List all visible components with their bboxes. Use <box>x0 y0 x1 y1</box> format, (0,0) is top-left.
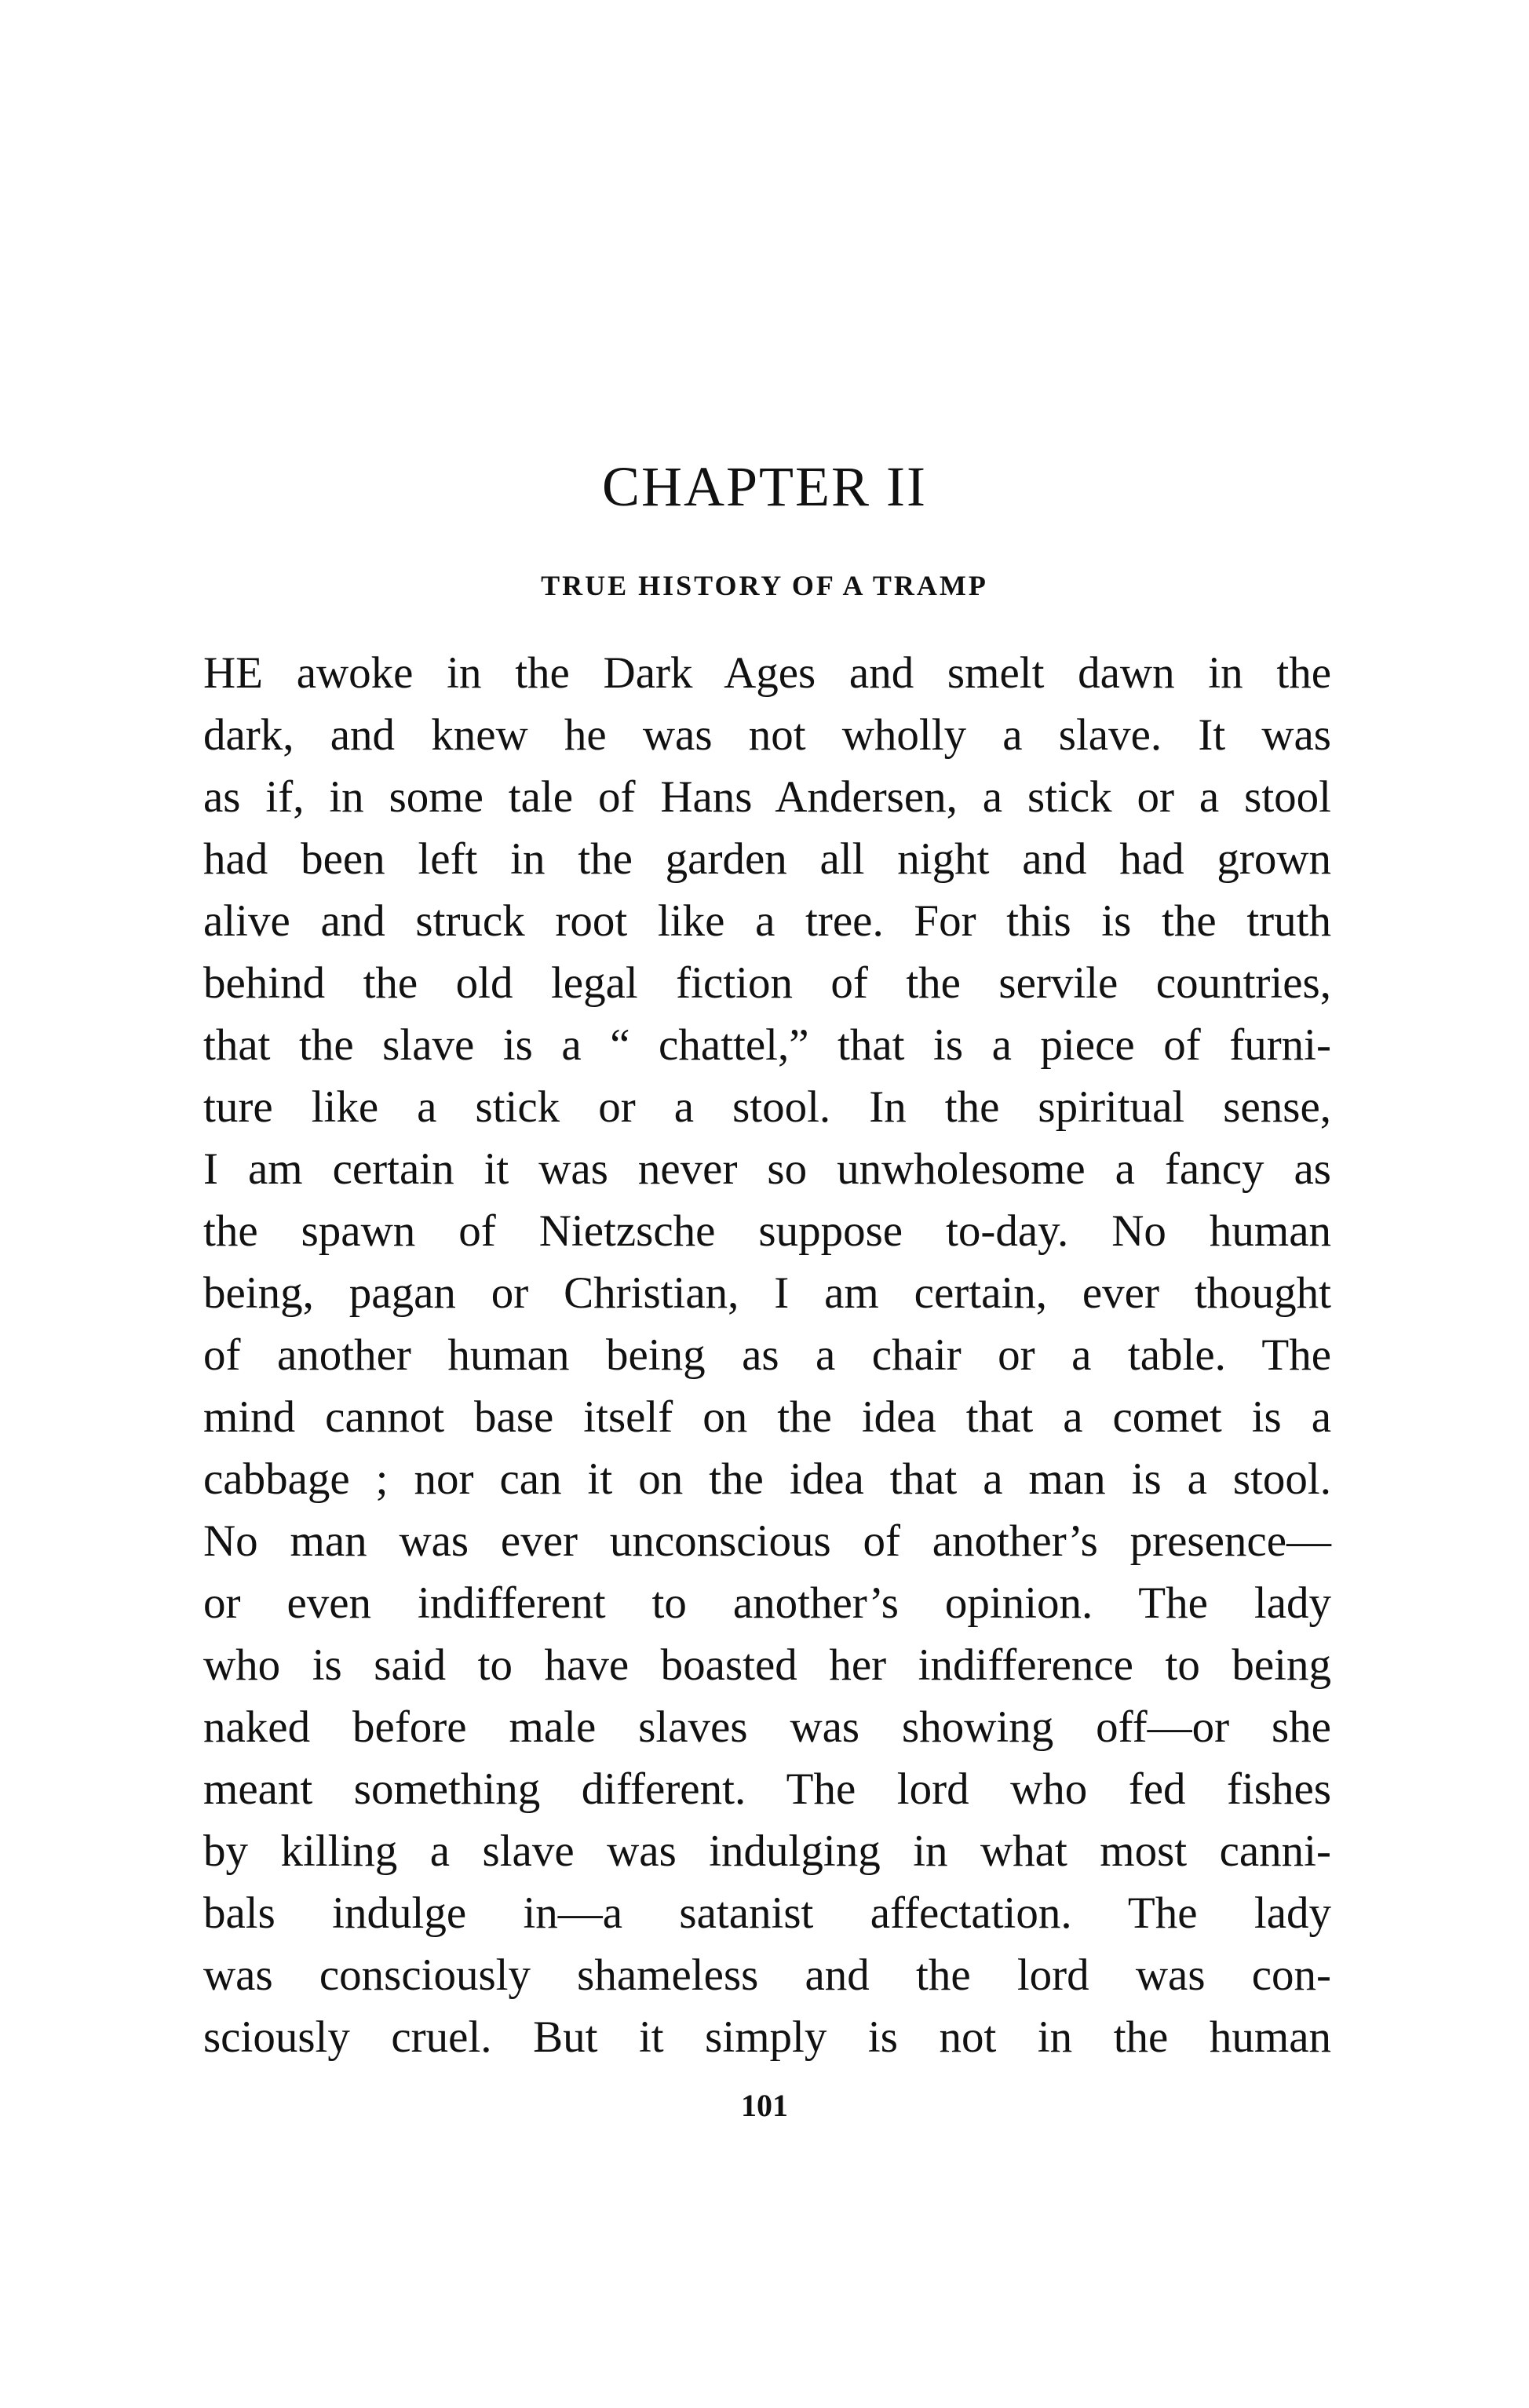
text-line: that the slave is a “ chattel,” that is a piece of furni- <box>203 1020 1331 1070</box>
text-line: of another human being as a chair or a table. The <box>203 1330 1331 1380</box>
text-line: the spawn of Nietzsche suppose to-day. No human <box>203 1206 1331 1256</box>
body-text <box>203 642 1331 2068</box>
text-line: meant something different. The lord who fed fishes <box>203 1764 1331 1814</box>
text-line: alive and struck root like a tree. For this is the truth <box>203 896 1331 946</box>
text-line: behind the old legal fiction of the servile countries, <box>203 958 1331 1008</box>
text-line: mind cannot base itself on the idea that a comet is a <box>203 1392 1331 1442</box>
text-line: No man was ever unconscious of another’s presence— <box>203 1516 1331 1566</box>
text-line: by killing a slave was indulging in what most canni- <box>203 1826 1331 1876</box>
page-number: 101 <box>741 2088 788 2123</box>
text-line: sciously cruel. But it simply is not in the human <box>203 2012 1331 2062</box>
text-line: bals indulge in—a satanist affectation. The lady <box>203 1888 1331 1938</box>
text-line: I am certain it was never so unwholesome a fancy as <box>203 1144 1331 1194</box>
text-line: as if, in some tale of Hans Andersen, a stick or a stool <box>203 772 1331 822</box>
text-line: was consciously shameless and the lord was con- <box>203 1950 1331 2000</box>
text-line: ture like a stick or a stool. In the spiritual sense, <box>203 1082 1331 1132</box>
text-line: or even indifferent to another’s opinion. The lady <box>203 1578 1331 1628</box>
chapter-title: CHAPTER II <box>602 455 927 518</box>
text-line: had been left in the garden all night and had grown <box>203 834 1331 884</box>
text-line: naked before male slaves was showing off—or she <box>203 1702 1331 1752</box>
text-line: cabbage ; nor can it on the idea that a man is a stool. <box>203 1454 1331 1504</box>
text-line: who is said to have boasted her indifference to being <box>203 1640 1331 1690</box>
text-line: being, pagan or Christian, I am certain, ever thought <box>203 1268 1331 1318</box>
text-line: HE awoke in the Dark Ages and smelt dawn in the <box>203 648 1331 698</box>
text-line: dark, and knew he was not wholly a slave. It was <box>203 710 1331 760</box>
chapter-subtitle: TRUE HISTORY OF A TRAMP <box>541 570 988 601</box>
